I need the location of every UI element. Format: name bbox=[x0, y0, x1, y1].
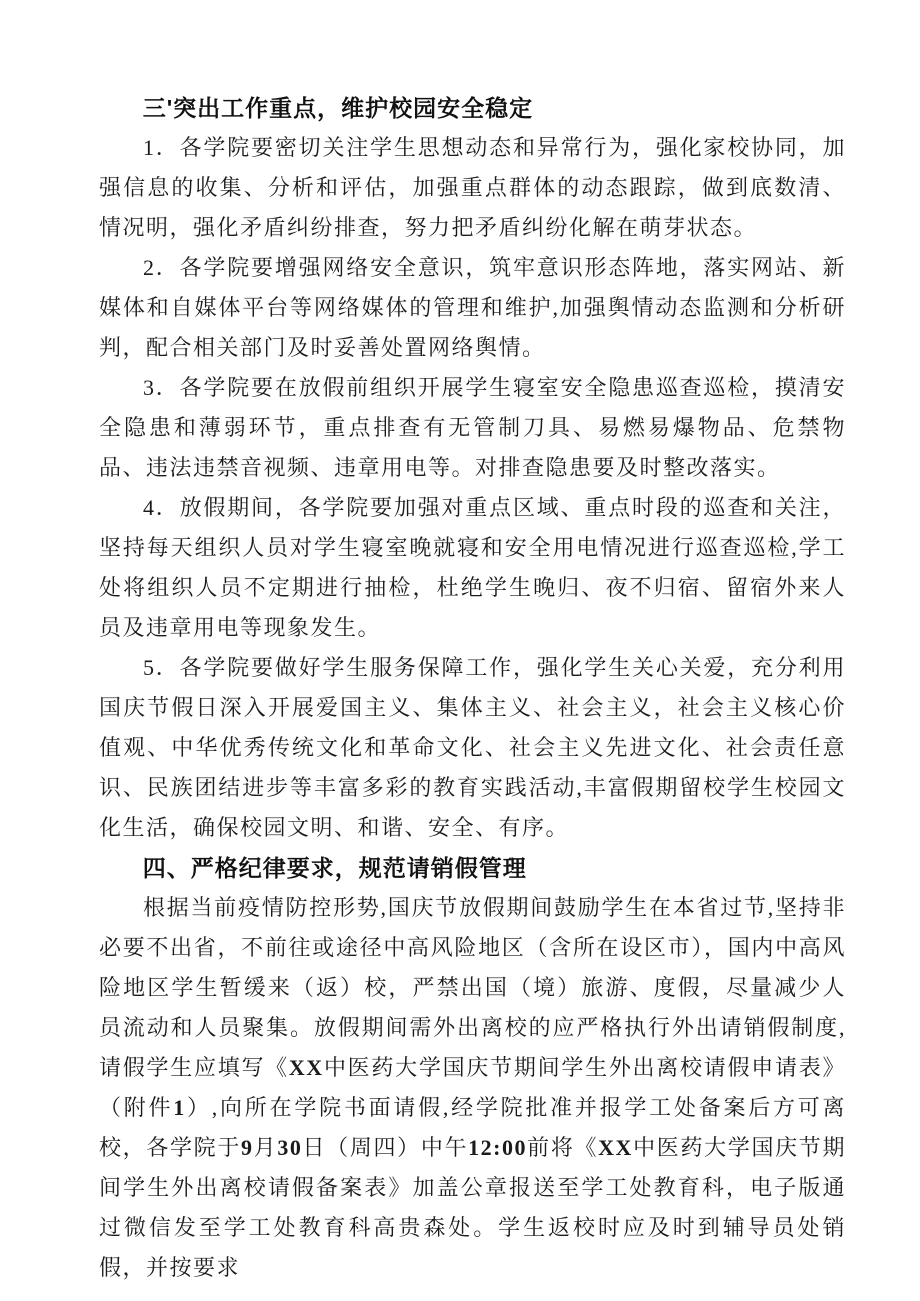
bold-text-run: 12:00 bbox=[468, 1135, 527, 1160]
body-paragraph bbox=[99, 488, 846, 648]
text-run: 2．各学院要增强网络安全意识，筑牢意识形态阵地，落实网站、新媒体和自媒体平台等网络媒体的管理和维护,加强舆情动态监测和分析研判，配合相关部门及时妥善处置网络舆情。 bbox=[99, 255, 846, 360]
text-run: 中医药大学国庆节期间学生外出离校请假备案表》加盖公章报送至学工处教育科，电子版通过微信发至学工处教育科高贵森处。学生返校时应及时到辅导员处销假，并按要求 bbox=[99, 1135, 846, 1280]
text-run: 日（周四）中午 bbox=[302, 1135, 469, 1160]
text-run: 4．放假期间，各学院要加强对重点区域、重点时段的巡查和关注，坚持每天组织人员对学生寝室晚就寝和安全用电情况进行巡查巡检,学工处将组织人员不定期进行抽检，杜绝学生晚归、夜不归宿、留宿外来人员及违章用电等现象发生。 bbox=[99, 495, 846, 640]
text-run: 根据当前疫情防控形势,国庆节放假期间鼓励学生在本省过节,坚持非必要不出省，不前往或途径中高风险地区（含所在设区市），国内中高风险地区学生暂缓来（返）校，严禁出国（境）旅游、度假，尽量减少人员流动和人员聚集。放假期间需外出离校的应严格执行外出请销假制度,请假学生应填写《 bbox=[99, 895, 846, 1080]
text-run: 1．各学院要密切关注学生思想动态和异常行为，强化家校协同，加强信息的收集、分析和评估，加强重点群体的动态跟踪，做到底数清、情况明，强化矛盾纠纷排查，努力把矛盾纠纷化解在萌芽状态。 bbox=[99, 135, 846, 240]
text-run: 3．各学院要在放假前组织开展学生寝室安全隐患巡查巡检，摸清安全隐患和薄弱环节，重点排查有无管制刀具、易燃易爆物品、危禁物品、违法违禁音视频、违章用电等。对排查隐患要及时整改落实。 bbox=[99, 375, 846, 480]
section-heading: 四、严格纪律要求，规范请销假管理 bbox=[142, 855, 527, 881]
bold-text-run: 30 bbox=[277, 1135, 303, 1160]
section-heading: 三'突出工作重点，维护校园安全稳定 bbox=[142, 95, 534, 121]
bold-text-run: XX bbox=[598, 1135, 633, 1160]
document-body bbox=[99, 88, 846, 1288]
text-run: 月 bbox=[253, 1135, 278, 1160]
text-run: 中医药大学国庆节期间学生外出离校请假申请表》（附件 bbox=[99, 1055, 846, 1120]
bold-text-run: 1 bbox=[173, 1095, 186, 1120]
body-paragraph bbox=[99, 648, 846, 848]
bold-text-run: XX bbox=[288, 1055, 324, 1080]
text-run: 5．各学院要做好学生服务保障工作，强化学生关心关爱，充分利用国庆节假日深入开展爱国主义、集体主义、社会主义，社会主义核心价值观、中华优秀传统文化和革命文化、社会主义先进文化、社会责任意识、民族团结进步等丰富多彩的教育实践活动,丰富假期留校学生校园文化生活，确保校园文明、和谐、安全、有序。 bbox=[99, 655, 846, 840]
body-paragraph bbox=[99, 128, 846, 248]
body-paragraph bbox=[99, 888, 846, 1288]
body-paragraph bbox=[99, 368, 846, 488]
bold-text-run: 9 bbox=[241, 1135, 254, 1160]
text-run: 前将《 bbox=[527, 1135, 599, 1160]
text-run: ）,向所在学院书面请假,经学院批准并报学工处备案后方可离校，各学院于 bbox=[99, 1095, 846, 1160]
body-paragraph bbox=[99, 248, 846, 368]
